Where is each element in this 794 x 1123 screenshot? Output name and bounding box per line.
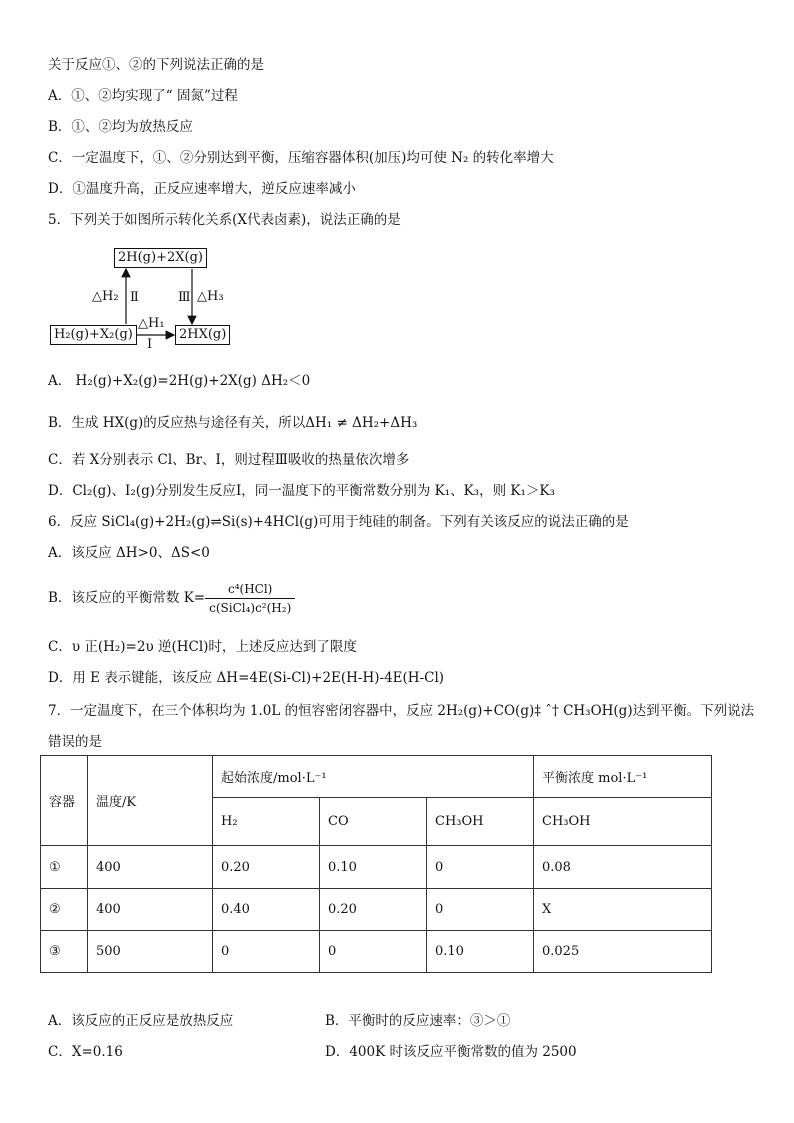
cell-ch3oh-initial: 0 bbox=[427, 846, 534, 889]
q5-stem: 5．下列关于如图所示转化关系(X代表卤素)，说法正确的是 bbox=[48, 212, 401, 228]
table-row bbox=[41, 931, 712, 973]
cell-ch3oh-equilibrium: 0.025 bbox=[534, 931, 712, 973]
cell-container: ③ bbox=[41, 931, 88, 973]
subheader-ch3oh-equilibrium: CH₃OH bbox=[534, 798, 712, 846]
fraction-denominator: c(SiCl₄)c²(H₂) bbox=[209, 601, 292, 615]
table-header-row bbox=[41, 756, 712, 798]
label-path-2: Ⅱ bbox=[130, 290, 139, 305]
table-row bbox=[41, 846, 712, 889]
cell-temperature: 500 bbox=[88, 931, 213, 973]
diagram-left-box: H₂(g)+X₂(g) bbox=[50, 325, 137, 345]
q7-stem-line-2: 错误的是 bbox=[48, 734, 102, 750]
fraction-numerator: c⁴(HCl) bbox=[205, 580, 295, 599]
label-path-1: Ⅰ bbox=[147, 337, 153, 352]
label-path-3: Ⅲ bbox=[178, 290, 191, 305]
q6-option-b bbox=[48, 578, 295, 618]
q6-option-d: D．用 E 表示键能，该反应 ΔH=4E(Si-Cl)+2E(H-H)-4E(H-Cl) bbox=[48, 670, 445, 686]
cell-h2: 0.20 bbox=[213, 846, 320, 889]
q4-option-b: B．①、②均为放热反应 bbox=[48, 119, 193, 135]
header-initial-concentration: 起始浓度/mol·L⁻¹ bbox=[213, 756, 534, 798]
cell-container: ① bbox=[41, 846, 88, 889]
cell-temperature: 400 bbox=[88, 846, 213, 889]
cell-ch3oh-initial: 0.10 bbox=[427, 931, 534, 973]
q7-option-c: C．X=0.16 bbox=[48, 1044, 123, 1060]
cell-temperature: 400 bbox=[88, 889, 213, 931]
cell-ch3oh-initial: 0 bbox=[427, 889, 534, 931]
concentration-table bbox=[40, 755, 712, 973]
label-dh1: △H₁ bbox=[138, 316, 165, 331]
cell-h2: 0 bbox=[213, 931, 320, 973]
header-equilibrium-concentration: 平衡浓度 mol·L⁻¹ bbox=[534, 756, 712, 798]
subheader-ch3oh-initial: CH₃OH bbox=[427, 798, 534, 846]
cell-container: ② bbox=[41, 889, 88, 931]
q7-stem-line-1: 7．一定温度下，在三个体积均为 1.0L 的恒容密闭容器中，反应 2H₂(g)+CO(g)‡ ˆ† CH₃OH(g)达到平衡。下列说法 bbox=[48, 703, 755, 719]
cell-ch3oh-equilibrium: 0.08 bbox=[534, 846, 712, 889]
subheader-h2: H₂ bbox=[213, 798, 320, 846]
q5-option-d: D．Cl₂(g)、I₂(g)分别发生反应Ⅰ，同一温度下的平衡常数分别为 K₁、K₃，则 K₁＞K₃ bbox=[48, 483, 555, 499]
label-dh3: △H₃ bbox=[197, 289, 224, 304]
diagram-right-box: 2HX(g) bbox=[175, 325, 230, 345]
header-temperature: 温度/K bbox=[88, 756, 213, 846]
q4-stem: 关于反应①、②的下列说法正确的是 bbox=[48, 57, 264, 73]
cell-h2: 0.40 bbox=[213, 889, 320, 931]
subheader-co: CO bbox=[320, 798, 427, 846]
cell-co: 0.20 bbox=[320, 889, 427, 931]
table-row bbox=[41, 889, 712, 931]
q5-option-b: B．生成 HX(g)的反应热与途径有关，所以ΔH₁ ≠ ΔH₂+ΔH₃ bbox=[48, 415, 418, 431]
q4-option-a: A．①、②均实现了“ 固氮”过程 bbox=[48, 88, 238, 104]
q6-option-c: C．υ 正(H₂)=2υ 逆(HCl)时，上述反应达到了限度 bbox=[48, 639, 357, 655]
diagram-top-box: 2H(g)+2X(g) bbox=[114, 248, 207, 268]
q7-option-d: D．400K 时该反应平衡常数的值为 2500 bbox=[325, 1044, 577, 1060]
q6-option-b-prefix: B．该反应的平衡常数 K= bbox=[48, 590, 206, 606]
q7-option-a: A．该反应的正反应是放热反应 bbox=[48, 1013, 234, 1029]
cell-ch3oh-equilibrium: X bbox=[534, 889, 712, 931]
q4-option-c: C．一定温度下，①、②分别达到平衡，压缩容器体积(加压)均可使 N₂ 的转化率增大 bbox=[48, 150, 554, 166]
energy-cycle-diagram bbox=[40, 240, 300, 360]
q6-option-a: A．该反应 ΔH>0、ΔS<0 bbox=[48, 545, 210, 561]
equilibrium-constant-fraction bbox=[205, 580, 295, 617]
cell-co: 0 bbox=[320, 931, 427, 973]
q6-stem: 6．反应 SiCl₄(g)+2H₂(g)⇌Si(s)+4HCl(g)可用于纯硅的制备。下列有关该反应的说法正确的是 bbox=[48, 514, 629, 530]
q5-option-c: C．若 X分别表示 Cl、Br、I，则过程Ⅲ吸收的热量依次增多 bbox=[48, 452, 410, 468]
header-container: 容器 bbox=[41, 756, 88, 846]
cell-co: 0.10 bbox=[320, 846, 427, 889]
q5-option-a: A． H₂(g)+X₂(g)=2H(g)+2X(g) ΔH₂＜0 bbox=[48, 373, 311, 389]
q4-option-d: D．①温度升高，正反应速率增大，逆反应速率减小 bbox=[48, 181, 356, 197]
label-dh2: △H₂ bbox=[92, 289, 119, 304]
q7-option-b: B．平衡时的反应速率：③＞① bbox=[325, 1013, 511, 1029]
